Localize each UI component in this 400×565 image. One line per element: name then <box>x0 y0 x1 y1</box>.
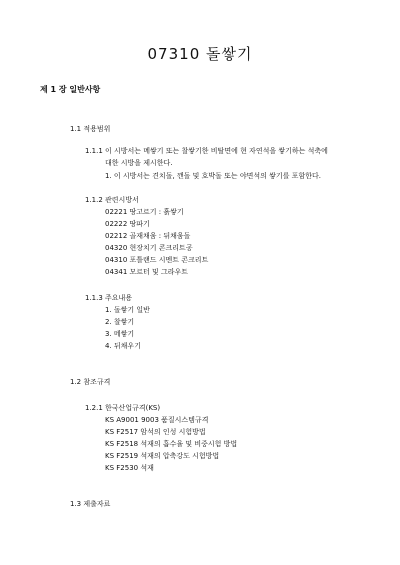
related-spec-item: 04341 모르터 및 그라우트 <box>105 268 189 276</box>
clause-text-line-2: 대한 시방을 제시한다. <box>105 159 173 167</box>
clause-heading-1-1-2: 1.1.2 관련시방서 <box>85 196 139 204</box>
clause-text-line-1: 이 시방서는 메쌓기 또는 찰쌓기한 비탈면에 현 자연석을 쌓기하는 석축에 <box>105 147 328 155</box>
ks-standard-item: KS F2519 석재의 압축강도 시험방법 <box>105 452 220 460</box>
related-spec-item: 04320 현장치기 콘크리트공 <box>105 244 193 252</box>
section-heading-1-1: 1.1 적용범위 <box>70 125 111 133</box>
clause-number-1-1-1: 1.1.1 <box>85 147 103 155</box>
section-heading-1-2: 1.2 참조규격 <box>70 378 111 386</box>
document-title: 07310 돌쌓기 <box>147 45 253 63</box>
ks-standard-item: KS A9001 9003 품질시스템규격 <box>105 416 209 424</box>
content-item: 3. 메쌓기 <box>105 330 135 338</box>
related-spec-item: 02212 골재채움 : 뒤채움돌 <box>105 232 191 240</box>
section-heading-1-3: 1.3 제출자료 <box>70 500 111 508</box>
ks-standard-item: KS F2518 석재의 흡수율 및 비중시험 방법 <box>105 440 238 448</box>
clause-heading-1-2-1: 1.2.1 한국산업규격(KS) <box>85 404 161 412</box>
clause-item: 1. 이 시방서는 견치돌, 깬돌 및 호박돌 또는 야면석의 쌓기를 포함한다. <box>105 172 321 180</box>
ks-standard-item: KS F2530 석재 <box>105 464 154 472</box>
content-item: 4. 뒤채우기 <box>105 342 141 350</box>
clause-heading-1-1-3: 1.1.3 주요내용 <box>85 294 133 302</box>
related-spec-item: 02221 땅고르기 : 흙쌓기 <box>105 208 184 216</box>
content-item: 1. 돌쌓기 일반 <box>105 306 150 314</box>
content-item: 2. 찰쌓기 <box>105 318 135 326</box>
chapter-heading: 제 1 장 일반사항 <box>40 85 101 94</box>
related-spec-item: 04310 포틀랜드 시멘트 콘크리트 <box>105 256 209 264</box>
related-spec-item: 02222 땅파기 <box>105 220 150 228</box>
ks-standard-item: KS F2517 암석의 인성 시험방법 <box>105 428 206 436</box>
